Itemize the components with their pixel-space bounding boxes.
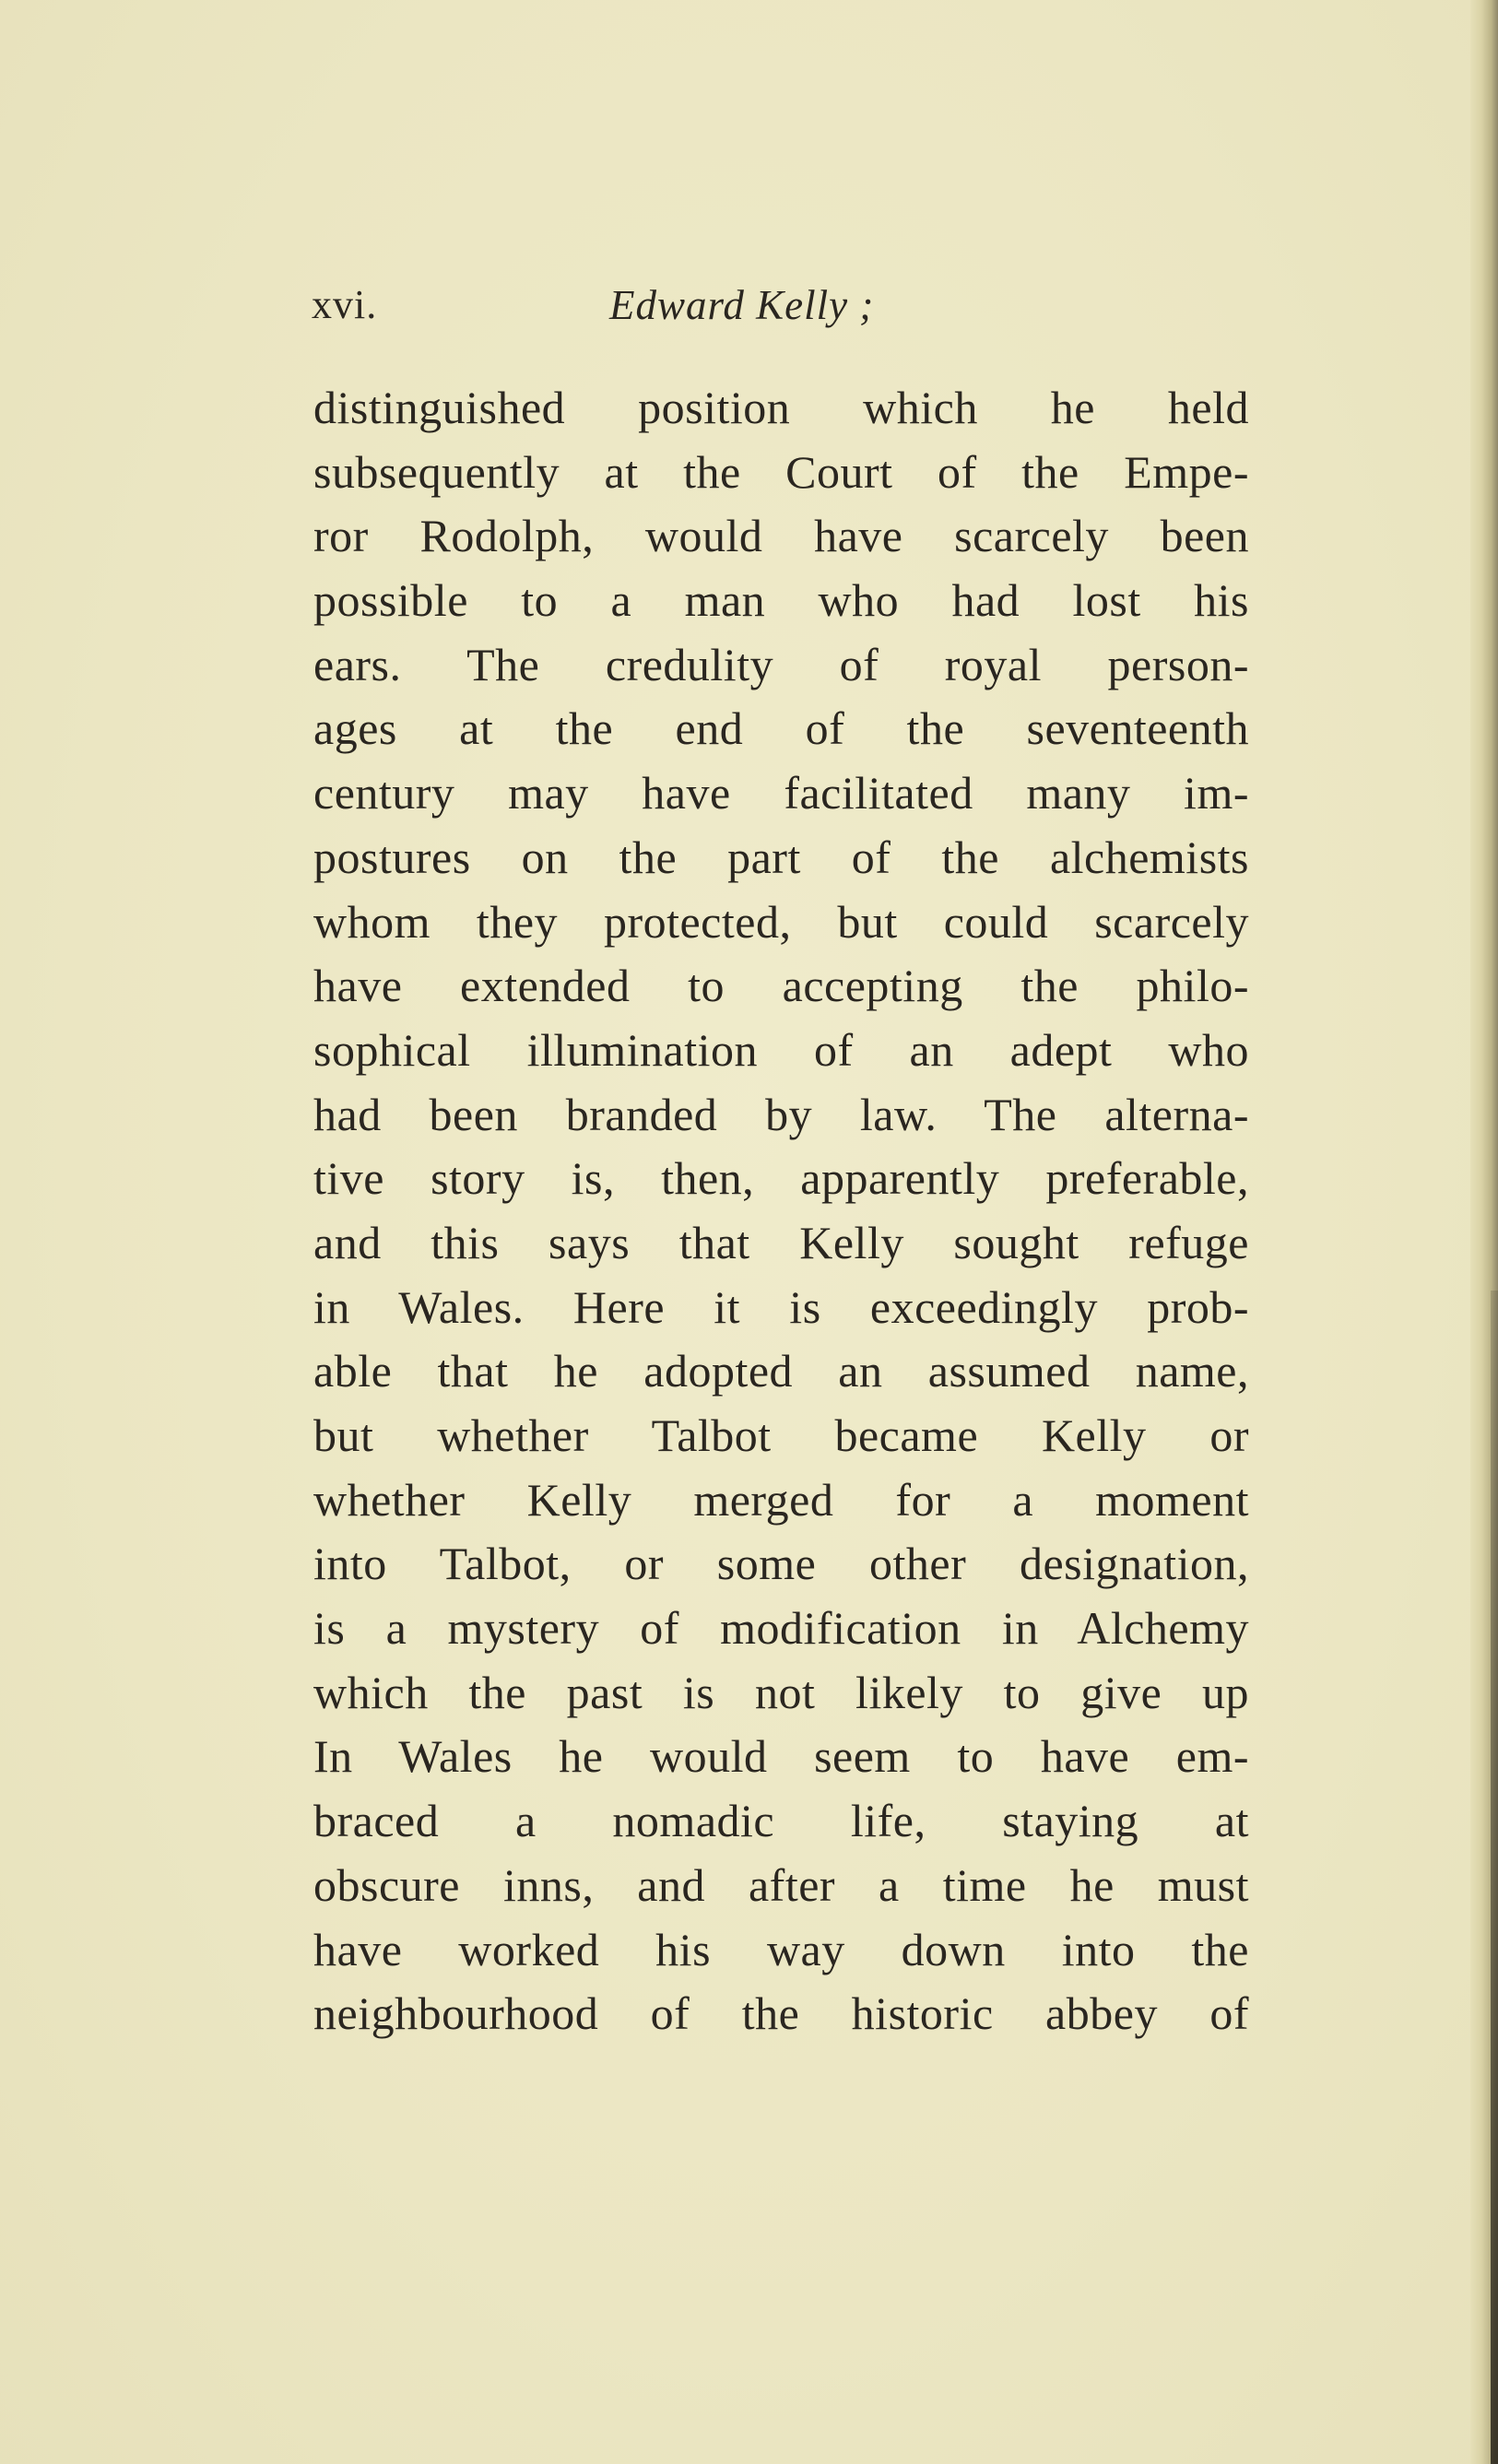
text-line: braced a nomadic life, staying at [313, 1795, 1249, 1847]
text-line: but whether Talbot became Kelly or [313, 1409, 1249, 1461]
body-text [313, 376, 1249, 2046]
text-line: ages at the end of the seventeenth [313, 702, 1249, 755]
page-number: xvi. [312, 282, 378, 327]
text-line: have extended to accepting the philo- [313, 960, 1249, 1012]
text-line: had been branded by law. The alterna- [313, 1088, 1249, 1140]
text-line: subsequently at the Court of the Empe- [313, 445, 1249, 498]
running-header [312, 281, 1252, 336]
text-line: possible to a man who had lost his [313, 574, 1249, 627]
text-line: able that he adopted an assumed name, [313, 1345, 1249, 1397]
text-line: tive story is, then, apparently preferable, [313, 1152, 1249, 1205]
text-line: and this says that Kelly sought refuge [313, 1216, 1249, 1268]
text-line: postures on the part of the alchemists [313, 831, 1249, 883]
text-line: is a mystery of modification in Alchemy [313, 1602, 1249, 1655]
text-line: century may have facilitated many im- [313, 767, 1249, 819]
text-line: obscure inns, and after a time he must [313, 1858, 1249, 1911]
text-line: in Wales. Here it is exceedingly prob- [313, 1280, 1249, 1333]
text-line: neighbourhood of the historic abbey of [313, 1987, 1249, 2040]
text-line: sophical illumination of an adept who [313, 1023, 1249, 1076]
text-line: which the past is not likely to give up [313, 1666, 1249, 1718]
text-line: whether Kelly merged for a moment [313, 1473, 1249, 1526]
text-line: whom they protected, but could scarcely [313, 895, 1249, 948]
text-line: into Talbot, or some other designation, [313, 1538, 1249, 1590]
page-edge-shadow [1470, 0, 1498, 2464]
running-title: Edward Kelly ; [609, 282, 875, 328]
text-line: In Wales he would seem to have em- [313, 1730, 1249, 1783]
text-line: ears. The credulity of royal person- [313, 638, 1249, 690]
text-line: ror Rodolph, would have scarcely been [313, 510, 1249, 562]
text-line: have worked his way down into the [313, 1923, 1249, 1975]
text-line: distinguished position which he held [313, 382, 1249, 433]
